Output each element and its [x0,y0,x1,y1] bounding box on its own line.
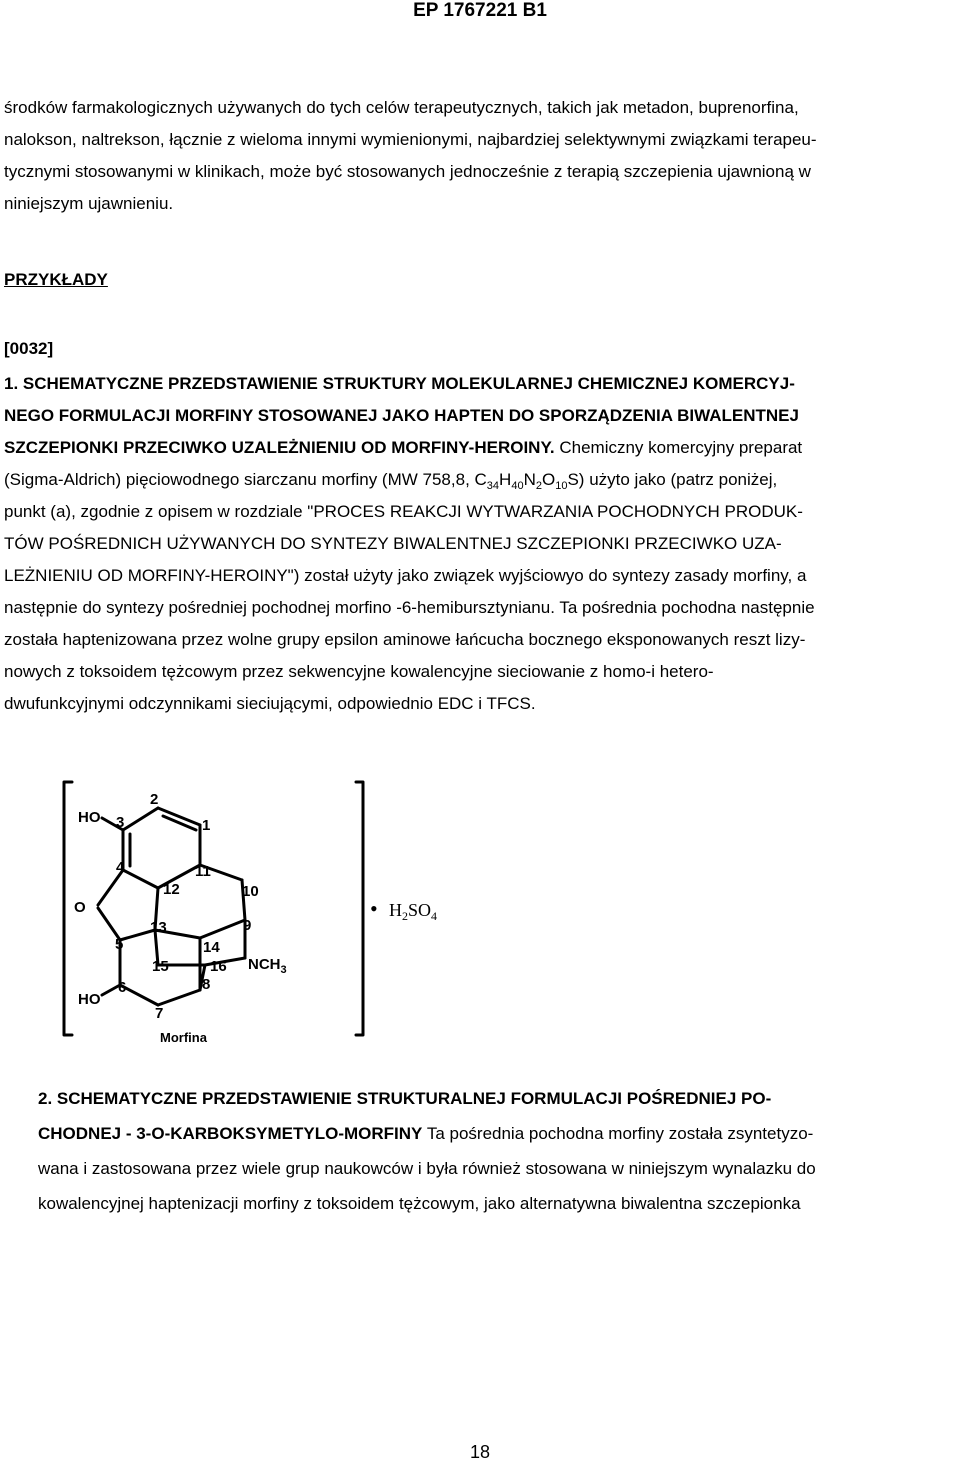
example1-body-line: nowych z toksoidem tężcowym przez sekwencyjne kowalencyjne sieciowanie z homo-i hetero- [4,662,714,681]
ho-top-label: HO [78,809,101,826]
intro-line: niniejszym ujawnieniu. [4,194,174,213]
oxygen-label: O [74,899,86,916]
section-heading: PRZYKŁADY [4,270,108,289]
intro-paragraph [4,92,956,220]
example1-formula-line [4,464,956,496]
atom-number: 9 [243,917,252,934]
formula-sub-o: 10 [555,480,568,492]
example2-body-line: kowalencyjnej haptenizacji morfiny z toksoidem tężcowym, jako alternatywna biwalentna szczepionka [38,1194,801,1213]
sulfate-so-sub: 4 [431,909,438,923]
example2-title-text: CHODNEJ - 3-O-KARBOKSYMETYLO-MORFINY [38,1124,423,1143]
formula-prefix: (Sigma-Aldrich) pięciowodnego siarczanu morfiny (MW 758,8, C [4,470,487,489]
atom-number: 6 [118,979,127,996]
example1-body-text: Chemiczny komercyjny preparat [554,438,803,457]
example2-title-line [38,1081,956,1116]
example1-title-line [4,368,956,400]
morphine-structure-figure [60,780,480,1050]
example1-title-text: NEGO FORMULACJI MORFINY STOSOWANEJ JAKO HAPTEN DO SPORZĄDZENIA BIWALENTNEJ [4,406,799,425]
figure-caption: Morfina [160,1030,207,1045]
example2-paragraph [38,1081,956,1221]
page-number: 18 [469,1442,491,1462]
example1-title-text: SZCZEPIONKI PRZECIWKO UZALEŻNIENIU OD MORFINY-HEROINY. [4,438,555,457]
paragraph-number: [0032] [4,339,54,358]
intro-line: środków farmakologicznych używanych do tych celów terapeutycznych, takich jak metadon, buprenorfina, [4,98,799,117]
atom-number: 8 [202,976,211,993]
example1-body-line: TÓW POŚREDNICH UŻYWANYCH DO SYNTEZY BIWALENTNEJ SZCZEPIONKI PRZECIWKO UZA- [4,534,782,553]
formula-n: N [523,470,536,489]
example2-body-text: Ta pośrednia pochodna morfiny została zsyntetyzo- [422,1124,814,1143]
example1-body-line: następnie do syntezy pośredniej pochodnej morfino -6-hemibursztynianu. Ta pośrednia pochodna następnie [4,598,815,617]
formula-sub-h: 40 [511,480,524,492]
example2-title-text: 2. SCHEMATYCZNE PRZEDSTAWIENIE STRUKTURALNEJ FORMULACJI POŚREDNIEJ PO- [38,1089,772,1108]
atom-number: 15 [152,958,169,975]
formula-o: O [541,470,556,489]
atom-number: 16 [210,958,227,975]
document-header: EP 1767221 B1 [413,0,547,21]
example1-title-line [4,400,956,432]
example1-title-text: 1. SCHEMATYCZNE PRZEDSTAWIENIE STRUKTURY MOLEKULARNEJ CHEMICZNEJ KOMERCYJ- [4,374,795,393]
formula-sub-c: 34 [486,480,500,492]
atom-number: 5 [115,936,124,953]
salt-bullet: • [370,896,378,921]
example2-body-line: wana i zastosowana przez wiele grup naukowców i była również stosowana w niniejszym wynalazku do [38,1159,816,1178]
nch3-text: NCH [248,956,281,973]
sulfate-h-sub: 2 [402,909,408,923]
example1-body-line: LEŻNIENIU OD MORFINY-HEROINY") został użyty jako związek wyjściowyo do syntezy zasady morfiny, a [4,566,807,585]
example1-body-line: dwufunkcyjnymi odczynnikami sieciującymi, odpowiednio EDC i TFCS. [4,694,536,713]
atom-number: 14 [203,939,220,956]
formula-suffix: S) użyto jako (patrz poniżej, [567,470,778,489]
ho-bottom-label: HO [78,991,101,1008]
left-bracket [64,782,72,1035]
formula-h: H [499,470,512,489]
sulfate-formula [389,900,437,923]
nch3-label [248,956,287,976]
example2-title-line [38,1116,956,1151]
example1-body-line: punkt (a), zgodnie z opisem w rozdziale "PROCES REAKCJI WYTWARZANIA POCHODNYCH PRODUK- [4,502,803,521]
intro-line: tycznymi stosowanymi w klinikach, może być stosowanych jednocześnie z terapią szczepienia ujawnioną w [4,162,811,181]
example1-body-line: została haptenizowana przez wolne grupy epsilon aminowe łańcucha bocznego eksponowanych reszt lizy- [4,630,806,649]
nch3-sub: 3 [280,964,287,976]
example1-paragraph [4,368,956,720]
sulfate-h: H [389,900,402,920]
sulfate-so: SO [408,900,432,920]
atom-number: 10 [242,883,259,900]
atom-number: 1 [202,817,211,834]
atom-number: 2 [150,791,159,808]
atom-number: 3 [116,814,125,831]
right-bracket [356,782,363,1035]
atom-number: 7 [155,1005,164,1022]
atom-number: 12 [163,881,180,898]
example1-title-line [4,432,956,464]
formula-sub-n: 2 [535,480,542,492]
intro-line: nalokson, naltrekson, łącznie z wieloma innymi wymienionymi, najbardziej selektywnymi związkami terapeu- [4,130,817,149]
atom-number: 4 [116,859,125,876]
atom-number: 13 [150,919,167,936]
atom-number: 11 [195,863,211,880]
